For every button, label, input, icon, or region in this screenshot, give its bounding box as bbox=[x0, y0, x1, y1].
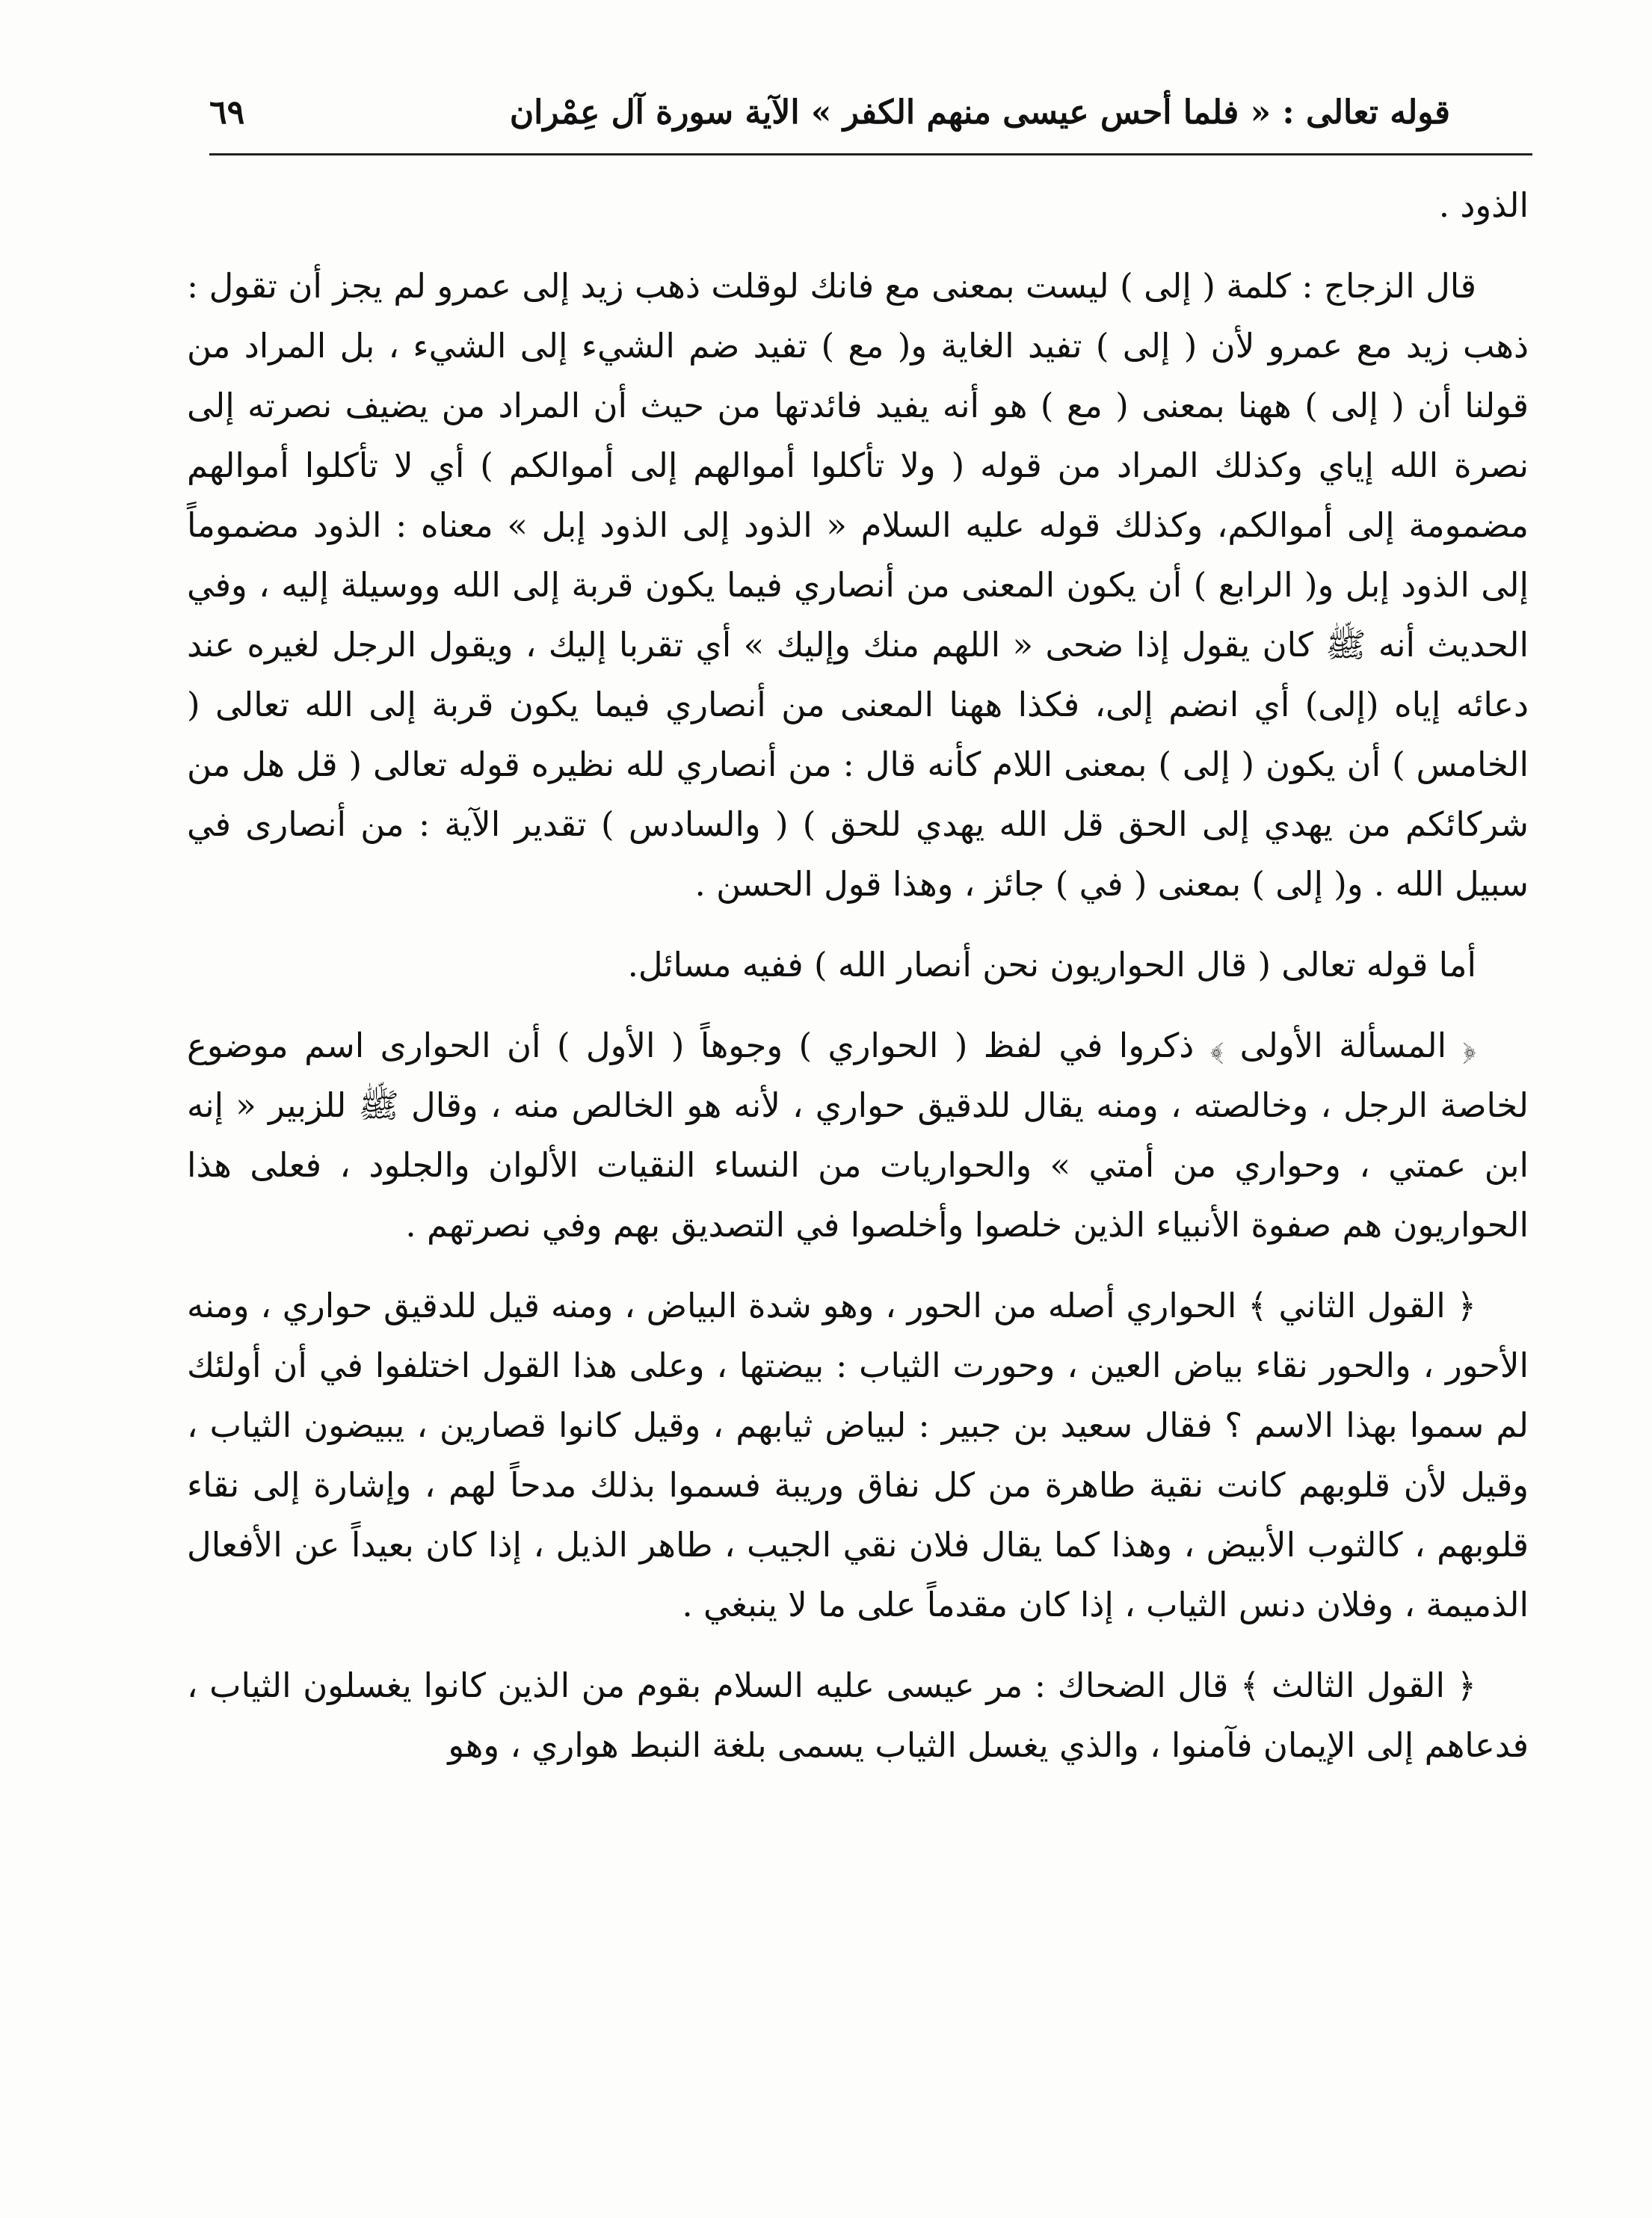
paragraph-qawl-thani: ﴿ القول الثاني ﴾ الحواري أصله من الحور ، وهو شدة البياض ، ومنه قيل للدقيق حواري ، ومنه الأحور ، والحور نقاء بياض العين ، وحورت الثياب : بيضتها ، وعلى هذا القول اختلفوا في أن أولئك لم سموا بهذا الاسم ؟ فقال سعيد بن جبير : لبياض ثيابهم ، وقيل كانوا قصارين ، يبيضون الثياب ، وقيل لأن قلوبهم كانت نقية طاهرة من كل نفاق وريبة فسموا بذلك مدحاً لهم ، وإشارة إلى نقاء قلوبهم ، كالثوب الأبيض ، وهذا كما يقال فلان نقي الجيب ، طاهر الذيل ، إذا كان بعيداً عن الأفعال الذميمة ، وفلان دنس الثياب ، إذا كان مقدماً على ما لا ينبغي . bbox=[187, 1286, 1529, 1624]
page-number: ٦٩ bbox=[209, 93, 245, 132]
paragraph-qawl-thalith: ﴿ القول الثالث ﴾ قال الضحاك : مر عيسى عليه السلام بقوم من الذين كانوا يغسلون الثياب ، فدعاهم إلى الإيمان فآمنوا ، والذي يغسل الثياب يسمى بلغة النبط هواري ، وهو bbox=[187, 1666, 1529, 1765]
page-body bbox=[187, 176, 1529, 2151]
paragraph-zajjaj: قال الزجاج : كلمة ( إلى ) ليست بمعنى مع فانك لوقلت ذهب زيد إلى عمرو لم يجز أن تقول : ذهب زيد مع عمرو لأن ( إلى ) تفيد الغاية و( مع ) تفيد ضم الشيء إلى الشيء ، بل المراد من قولنا أن ( إلى ) ههنا بمعنى ( مع ) هو أنه يفيد فائدتها من حيث أن المراد من يضيف نصرته إلى نصرة الله إياي وكذلك المراد من قوله ( ولا تأكلوا أموالهم إلى أموالكم ) أي لا تأكلوا أموالهم مضمومة إلى أموالكم، وكذلك قوله عليه السلام « الذود إلى الذود إبل » معناه : الذود مضموماً إلى الذود إبل و( الرابع ) أن يكون المعنى من أنصاري فيما يكون قربة إلى الله ووسيلة إليه ، وفي الحديث أنه ﷺ كان يقول إذا ضحى « اللهم منك وإليك » أي تقربا إليك ، ويقول الرجل لغيره عند دعائه إياه (إلى) أي انضم إلى، فكذا ههنا المعنى من أنصاري فيما يكون قربة إلى الله تعالى ( الخامس ) أن يكون ( إلى ) بمعنى اللام كأنه قال : من أنصاري لله نظيره قوله تعالى ( قل هل من شركائكم من يهدي إلى الحق قل الله يهدي للحق ) ( والسادس ) تقدير الآية : من أنصارى في سبيل الله . و( إلى ) بمعنى ( في ) جائز ، وهذا قول الحسن . bbox=[187, 266, 1529, 904]
paragraph-continuation: الذود . bbox=[1438, 185, 1529, 225]
paragraph-hawariyun-intro: أما قوله تعالى ( قال الحواريون نحن أنصار الله ) ففيه مسائل. bbox=[627, 945, 1476, 985]
page-header bbox=[209, 75, 1450, 150]
running-title: قوله تعالى : « فلما أحس عيسى منهم الكفر » الآية سورة آل عِمْران bbox=[509, 93, 1450, 132]
header-rule bbox=[209, 153, 1532, 155]
paragraph-masala-ula: ﴿ المسألة الأولى ﴾ ذكروا في لفظ ( الحواري ) وجوهاً ( الأول ) أن الحوارى اسم موضوع لخاصة الرجل ، وخالصته ، ومنه يقال للدقيق حواري ، لأنه هو الخالص منه ، وقال ﷺ للزبير « إنه ابن عمتي ، وحواري من أمتي » والحواريات من النساء النقيات الألوان والجلود ، فعلى هذا الحواريون هم صفوة الأنبياء الذين خلصوا وأخلصوا في التصديق بهم وفي نصرتهم . bbox=[187, 1026, 1529, 1245]
